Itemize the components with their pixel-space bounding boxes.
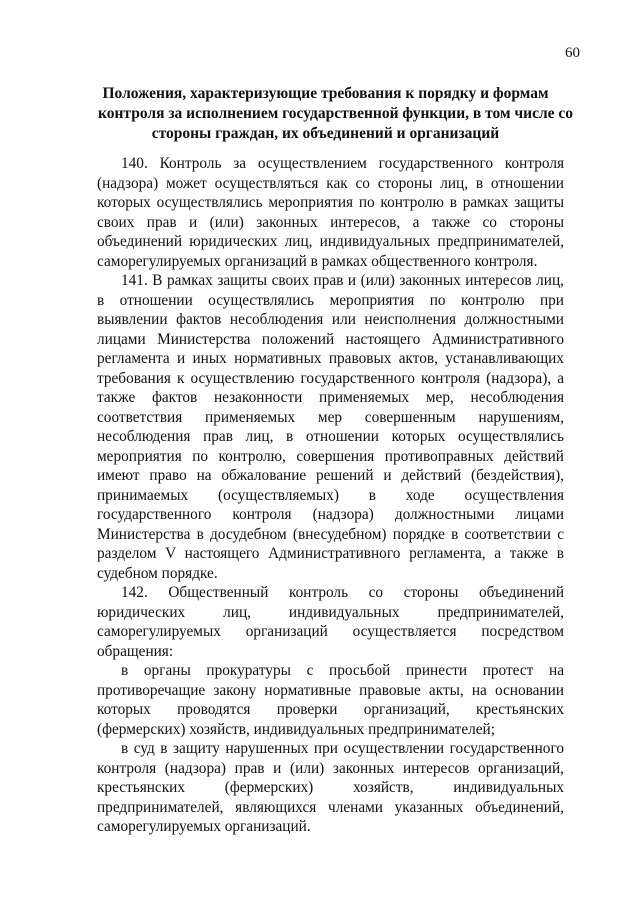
heading-line: стороны граждан, их объединений и организаций: [151, 125, 500, 142]
paragraph-court: в суд в защиту нарушенных при осуществлении государственного контроля (надзора) прав и (или) законных интересов организаций, крестьянских (фермерских) хозяйств, индивидуальных предпринимателей, являющихся членами указанных объединений, саморегулируемых организаций.: [97, 740, 564, 835]
page-number: 60: [565, 45, 580, 61]
paragraph-140: 140. Контроль за осуществлением государственного контроля (надзора) может осуществляться как со стороны лиц, в отношении которых осуществлялись мероприятия по контролю в рамках защиты своих прав и (или) законных интересов, а также со стороны объединений юридических лиц, индивидуальных предпринимателей, саморегулируемых организаций в рамках общественного контроля.: [97, 155, 564, 270]
heading-line: контроля за исполнением государственной функции, в том числе со: [98, 105, 574, 122]
body-text: [97, 154, 564, 837]
paragraph-141: 141. В рамках защиты своих прав и (или) законных интересов лиц, в отношении осуществлялись мероприятия по контролю при выявлении фактов несоблюдения или неисполнения должностными лицами Министерства положений настоящего Административного регламента и иных нормативных правовых актов, устанавливающих требования к осуществлению государственного контроля (надзора), а также фактов незаконности применяемых мер, несоблюдения соответствия применяемых мер совершенным нарушениям, несоблюдения прав лиц, в отношении которых осуществлялись мероприятия по контролю, совершения противоправных действий имеют право на обжалование решений и действий (бездействия), принимаемых (осуществляемых) в ходе осуществления государственного контроля (надзора) должностными лицами Министерства в досудебном (внесудебном) порядке в соответствии с разделом V настоящего Административного регламента, а также в судебном порядке.: [97, 272, 564, 582]
paragraph-142: 142. Общественный контроль со стороны объединений юридических лиц, индивидуальных предпринимателей, саморегулируемых организаций осуществляется посредством обращения:: [97, 584, 564, 660]
section-heading: [98, 84, 574, 144]
paragraph-prosecutor: в органы прокуратуры с просьбой принести протест на противоречащие закону нормативные правовые акты, на основании которых проводятся проверки организаций, крестьянских (фермерских) хозяйств, индивидуальных предпринимателей;: [97, 662, 564, 738]
heading-line: Положения, характеризующие требования к порядку и формам: [102, 85, 549, 102]
